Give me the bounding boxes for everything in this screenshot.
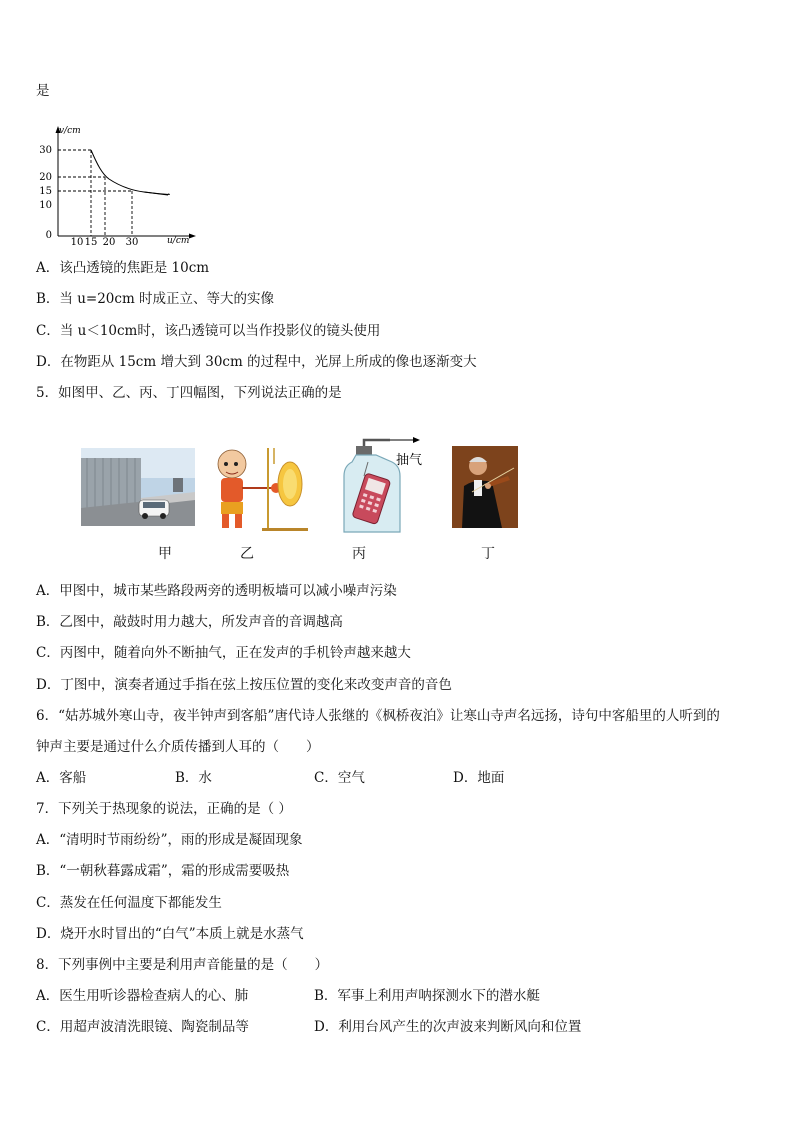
y-tick-30: 30 — [39, 145, 52, 156]
q7-stem: 7．下列关于热现象的说法，正确的是（ ） — [36, 801, 292, 817]
origin-label: 0 — [45, 230, 52, 241]
bell-jar-phone-figure — [334, 436, 446, 536]
figure-caption-ding: 丁 — [481, 546, 495, 562]
q8-stem: 8．下列事例中主要是利用声音能量的是（ ） — [36, 957, 329, 973]
highway-noise-barrier-image — [81, 448, 195, 526]
figure-caption-bing: 丙 — [352, 546, 366, 562]
x-axis-unit: u/cm — [167, 236, 190, 246]
x-tick-10: 10 — [70, 237, 84, 246]
q8-option-b: B．军事上利用声呐探测水下的潜水艇 — [314, 988, 540, 1004]
y-tick-20: 20 — [39, 172, 52, 183]
q5-option-b: B．乙图中，敲鼓时用力越大，所发声音的音调越高 — [36, 614, 343, 630]
y-axis-unit: v/cm — [59, 126, 81, 136]
q7-option-c: C．蒸发在任何温度下都能发生 — [36, 895, 222, 911]
drum-striking-cartoon — [206, 444, 310, 532]
q5-stem: 5．如图甲、乙、丙、丁四幅图，下列说法正确的是 — [36, 385, 342, 401]
violinist-photo — [452, 446, 518, 528]
q7-option-a: A．“清明时节雨纷纷”，雨的形成是凝固现象 — [36, 832, 303, 848]
q4-option-b: B．当 u=20cm 时成正立、等大的实像 — [36, 291, 275, 307]
q4-option-c: C．当 u＜10cm时，该凸透镜可以当作投影仪的镜头使用 — [36, 323, 381, 339]
q6-option-d: D．地面 — [453, 770, 505, 786]
pump-label: 抽气 — [396, 453, 423, 468]
q7-option-b: B．“一朝秋暮露成霜”，霜的形成需要吸热 — [36, 863, 290, 879]
q5-option-a: A．甲图中，城市某些路段两旁的透明板墙可以减小噪声污染 — [36, 583, 397, 599]
figure-caption-jia: 甲 — [158, 546, 172, 562]
figure-caption-yi: 乙 — [240, 546, 254, 562]
image-distance-object-distance-graph — [34, 122, 204, 246]
q4-option-d: D．在物距从 15cm 增大到 30cm 的过程中，光屏上所成的像也逐渐变大 — [36, 354, 477, 370]
q8-option-d: D．利用台风产生的次声波来判断风向和位置 — [314, 1019, 582, 1035]
question-stem-fragment: 是 — [36, 83, 50, 99]
q6-stem-line1: 6．“姑苏城外寒山寺，夜半钟声到客船”唐代诗人张继的《枫桥夜泊》让寒山寺声名远扬，诗句中客船里的人听到的 — [36, 708, 720, 724]
q6-option-b: B．水 — [175, 770, 212, 786]
q6-stem-line2: 钟声主要是通过什么介质传播到人耳的（ ） — [36, 739, 320, 755]
q6-option-c: C．空气 — [314, 770, 365, 786]
q6-option-a: A．客船 — [36, 770, 87, 786]
y-tick-15: 15 — [39, 186, 52, 197]
x-tick-15: 15 — [84, 237, 98, 246]
q7-option-d: D．烧开水时冒出的“白气”本质上就是水蒸气 — [36, 926, 304, 942]
y-tick-10: 10 — [39, 200, 52, 211]
x-tick-20: 20 — [102, 237, 116, 246]
q8-option-a: A．医生用听诊器检查病人的心、肺 — [36, 988, 249, 1004]
q4-option-a: A．该凸透镜的焦距是 10cm — [36, 260, 210, 276]
q5-option-d: D．丁图中，演奏者通过手指在弦上按压位置的变化来改变声音的音色 — [36, 677, 452, 693]
q8-option-c: C．用超声波清洗眼镜、陶瓷制品等 — [36, 1019, 249, 1035]
q5-option-c: C．丙图中，随着向外不断抽气，正在发声的手机铃声越来越大 — [36, 645, 411, 661]
x-tick-30: 30 — [125, 237, 139, 246]
